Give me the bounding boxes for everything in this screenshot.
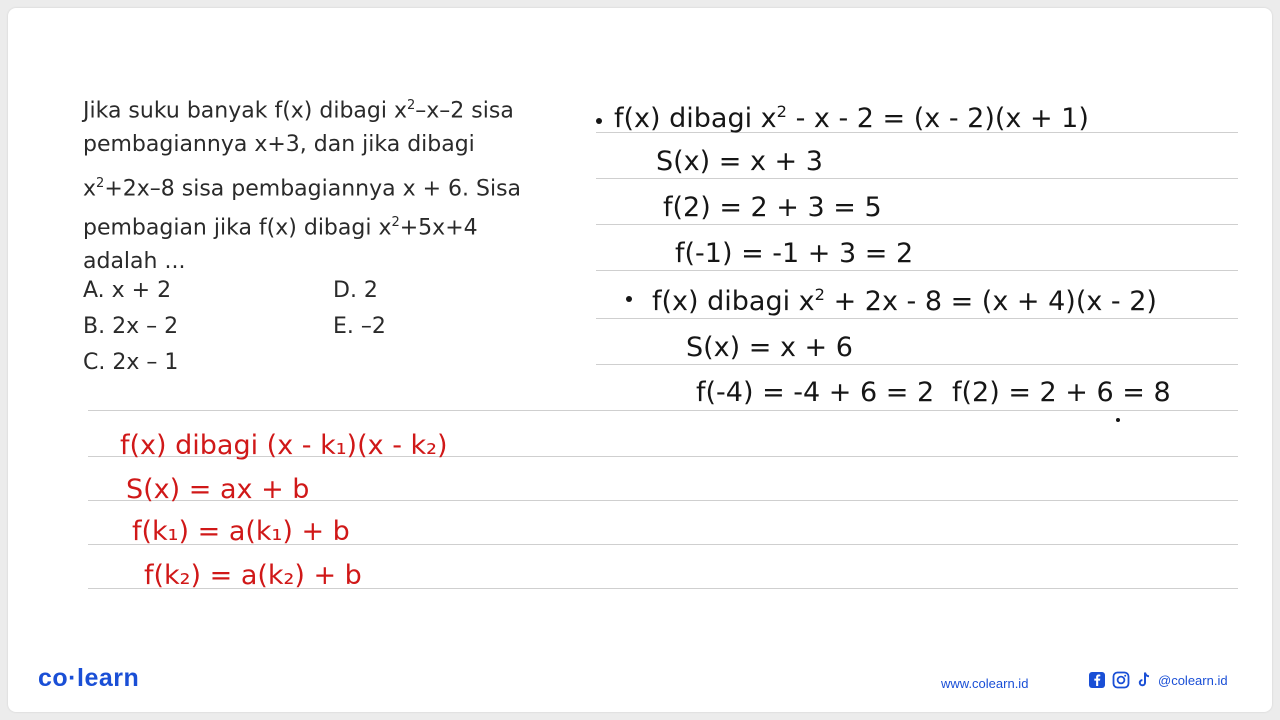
red-handwriting-line-4: f(k₂) = a(k₂) + b	[144, 560, 362, 591]
facebook-icon[interactable]	[1088, 671, 1106, 689]
option-b: B. 2x – 2	[83, 314, 179, 339]
social-handle[interactable]: @colearn.id	[1158, 672, 1228, 688]
bullet-dot	[1116, 418, 1120, 422]
website-link[interactable]: www.colearn.id	[941, 676, 1029, 691]
handwriting-line-8: f(2) = 2 + 6 = 8	[952, 377, 1171, 408]
tiktok-icon[interactable]	[1136, 671, 1152, 689]
question-line-3: $x^2+2x-8$ sisa pembagiannya x + 6. Sisa	[83, 176, 522, 202]
option-a: A. x + 2	[83, 278, 172, 303]
handwriting-line-7: f(-4) = -4 + 6 = 2	[696, 377, 935, 408]
handwriting-line-1: f(x) dibagi $x^2 - x - 2 = (x - 2)(x + 1)$	[614, 102, 1089, 134]
handwriting-line-2: S(x) = x + 3	[656, 146, 823, 177]
ruled-line	[88, 410, 1238, 411]
ruled-line	[596, 178, 1238, 179]
ruled-line	[596, 364, 1238, 365]
option-e: E. –2	[333, 314, 386, 339]
handwriting-line-6: S(x) = x + 6	[686, 332, 853, 363]
question-line-2: pembagiannya x+3, dan jika dibagi	[83, 132, 475, 157]
colearn-logo: co·learn	[38, 664, 140, 692]
handwriting-line-3: f(2) = 2 + 3 = 5	[663, 192, 882, 223]
bullet-dot	[626, 296, 632, 302]
instagram-icon[interactable]	[1112, 671, 1130, 689]
ruled-line	[596, 318, 1238, 319]
red-handwriting-line-1: f(x) dibagi (x - k₁)(x - k₂)	[120, 430, 448, 461]
lesson-card	[8, 8, 1272, 712]
ruled-line	[596, 224, 1238, 225]
social-links	[1088, 671, 1228, 689]
handwriting-line-5: f(x) dibagi $x^2 + 2x - 8 = (x + 4)(x - 2)$	[652, 285, 1157, 317]
question-text	[83, 86, 583, 281]
red-handwriting-line-2: S(x) = ax + b	[126, 474, 310, 505]
red-handwriting-line-3: f(k₁) = a(k₁) + b	[132, 516, 350, 547]
handwriting-line-4: f(-1) = -1 + 3 = 2	[675, 238, 914, 269]
question-line-1: Jika suku banyak f(x) dibagi $x^2-x-2$ sisa	[83, 98, 514, 124]
question-line-4: pembagian jika f(x) dibagi $x^2+5x+4$	[83, 215, 478, 241]
bullet-dot	[596, 118, 602, 124]
ruled-line	[596, 270, 1238, 271]
option-d: D. 2	[333, 278, 378, 303]
question-line-5: adalah ...	[83, 249, 186, 274]
option-c: C. 2x – 1	[83, 350, 179, 375]
